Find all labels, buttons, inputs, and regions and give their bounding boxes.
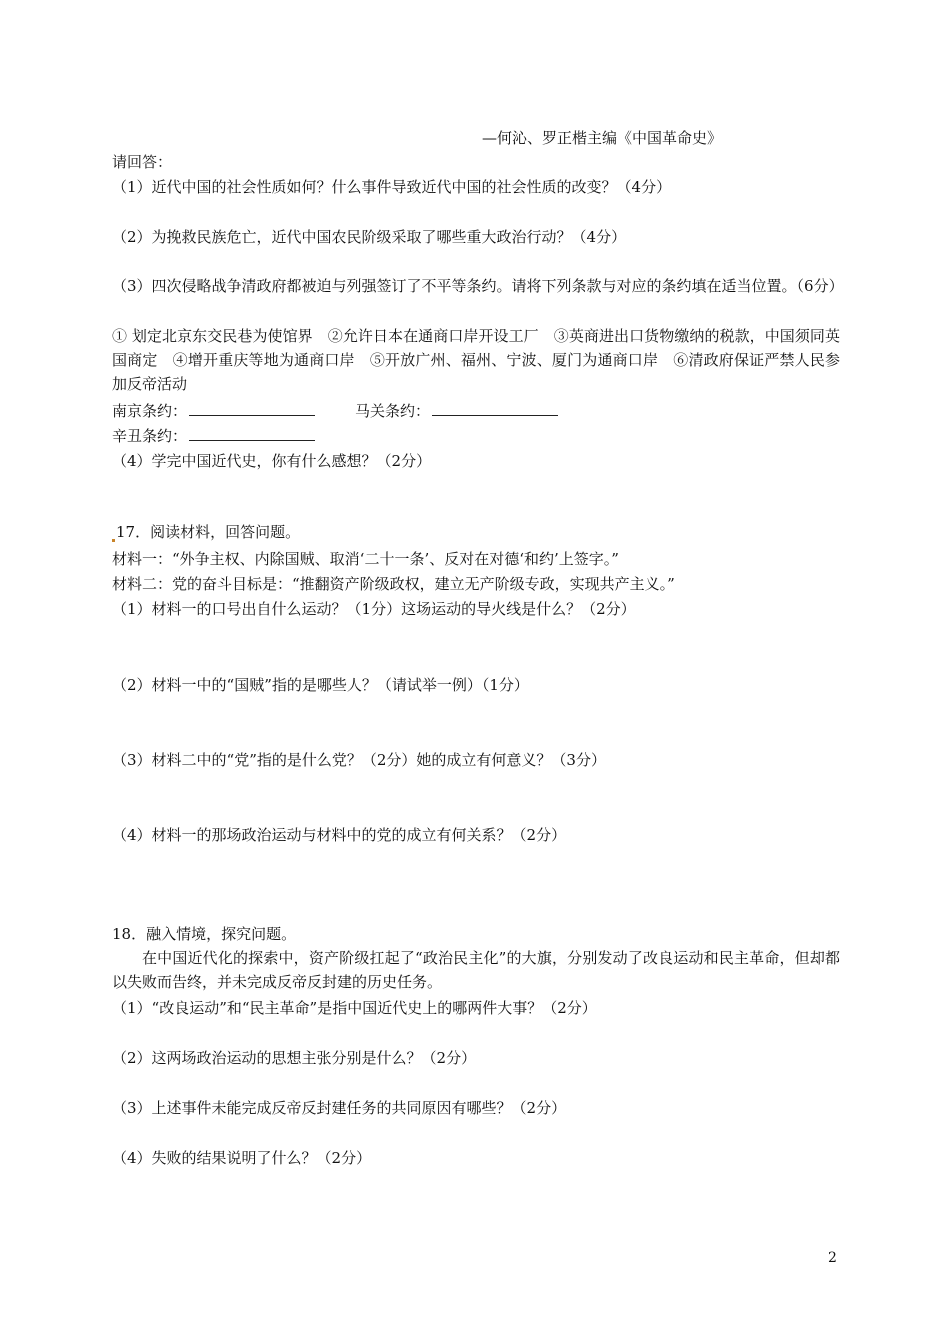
nanjing-treaty-label: 南京条约： <box>112 402 188 420</box>
q17-part3: （3）材料二中的“党”指的是什么党？（2分）她的成立有何意义？（3分） <box>112 751 606 769</box>
q16-part3: （3）四次侵略战争清政府都被迫与列强签订了不平等条约。请将下列条款与对应的条约填在适当位置。（6分） <box>112 277 844 295</box>
mark-dot <box>112 539 115 542</box>
q18-intro: 在中国近代化的探索中，资产阶级扛起了“政治民主化”的大旗，分别发动了改良运动和民主革命，但却都以失败而告终，并未完成反帝反封建的历史任务。 <box>112 949 840 991</box>
q18-part1: （1）“改良运动”和“民主革命”是指中国近代史上的哪两件大事？（2分） <box>112 999 597 1017</box>
xinchou-treaty-blank[interactable] <box>189 426 315 441</box>
xinchou-treaty-label: 辛丑条约： <box>112 427 188 445</box>
q18-part4: （4）失败的结果说明了什么？（2分） <box>112 1149 372 1167</box>
q17-part4: （4）材料一的那场政治运动与材料中的党的成立有何关系？（2分） <box>112 826 567 844</box>
source-citation: —何沁、罗正楷主编《中国革命史》 <box>482 129 723 147</box>
q17-material1: 材料一：“外争主权、内除国贼、取消‘二十一条’、反对在对德‘和约’上签字。” <box>112 550 619 568</box>
q16-answer-row-2 <box>112 426 315 446</box>
q16-part4: （4）学完中国近代史，你有什么感想？（2分） <box>112 452 432 470</box>
nanjing-treaty-blank[interactable] <box>189 401 315 416</box>
q16-part2: （2）为挽救民族危亡，近代中国农民阶级采取了哪些重大政治行动？（4分） <box>112 228 627 246</box>
q16-prompt: 请回答： <box>112 153 173 171</box>
q17-material2: 材料二：党的奋斗目标是：“推翻资产阶级政权，建立无产阶级专政，实现共产主义。” <box>112 575 675 593</box>
q17-title-row <box>112 522 300 542</box>
q18-part2: （2）这两场政治运动的思想主张分别是什么？（2分） <box>112 1049 477 1067</box>
q16-part1: （1）近代中国的社会性质如何？什么事件导致近代中国的社会性质的改变？（4分） <box>112 178 672 196</box>
maguan-treaty-label: 马关条约： <box>355 402 431 420</box>
q17-part1: （1）材料一的口号出自什么运动？（1分）这场运动的导火线是什么？（2分） <box>112 600 636 618</box>
maguan-treaty-blank[interactable] <box>432 401 558 416</box>
q17-title: 17．阅读材料，回答问题。 <box>116 523 301 541</box>
q16-answer-row-1 <box>112 401 558 421</box>
q18-title: 18．融入情境，探究问题。 <box>112 925 297 943</box>
q18-part3: （3）上述事件未能完成反帝反封建任务的共同原因有哪些？（2分） <box>112 1099 567 1117</box>
q16-options: ① 划定北京东交民巷为使馆界 ②允许日本在通商口岸开设工厂 ③英商进出口货物缴纳的税款，中国须同英国商定 ④增开重庆等地为通商口岸 ⑤开放广州、福州、宁波、厦门为通商口岸 ⑥清政府保证严禁人民参加反帝活动 <box>112 327 840 393</box>
page-number: 2 <box>828 1250 837 1266</box>
q17-part2: （2）材料一中的“国贼”指的是哪些人？（请试举一例）（1分） <box>112 676 529 694</box>
